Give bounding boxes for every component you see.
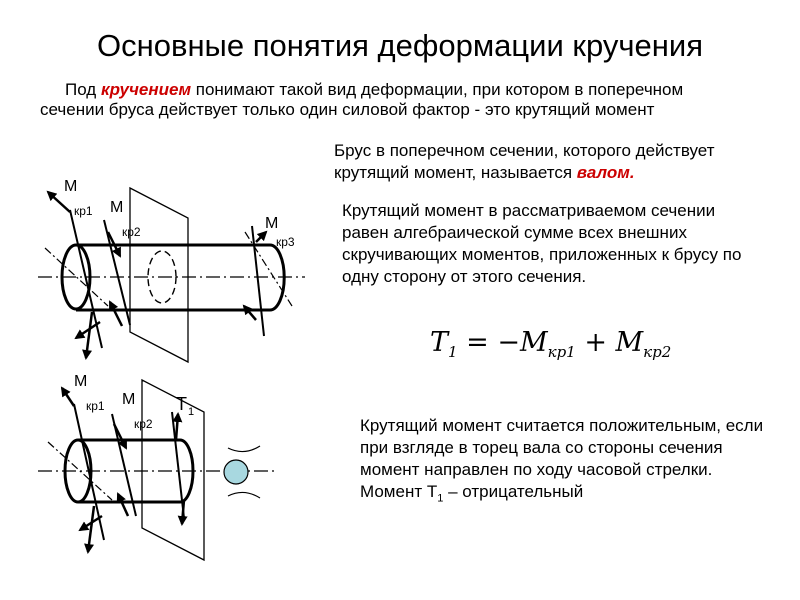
formula-eq: = −M [457,327,548,358]
end-view-arc-bottom [228,492,260,498]
bottom-m2-sub: кр2 [134,417,153,431]
bottom-m1-stem [74,404,104,540]
top-m1-stem [70,210,102,348]
top-m1-arrow-up [48,192,70,212]
bottom-t1-letter: T [176,394,187,414]
bottom-t1-sub: 1 [188,406,195,418]
top-m3-letter: M [265,215,279,232]
term-torsion: кручением [100,80,192,99]
top-section-plane [130,188,188,362]
section-end-view-disc [224,460,248,484]
bottom-section-plane [142,380,204,560]
bottom-m2-arrow-up [118,494,128,516]
top-m3-stem [252,226,264,336]
moment-suffix: – отрицательный [443,482,584,501]
sign-rule-text: Крутящий момент считается положительным, если при взгляде в торец вала со стороны сечения момент направлен по ходу часовой стрелки. [360,416,764,479]
bottom-m1-sub: кр1 [86,399,105,413]
term-shaft: валом. [576,163,635,182]
bottom-m1-arrow-down [88,506,94,552]
top-m2-sub: кр2 [122,225,141,239]
formula-lhs: T [430,327,449,358]
bottom-m1-letter: M [74,373,88,390]
top-m1-sub: кр1 [74,204,93,218]
bottom-m2-letter: M [122,391,136,408]
top-m3-arrow-up [256,232,266,242]
torque-rule: Крутящий момент в рассматриваемом сечении равен алгебраической сумме всех внешних скручивающих моментов, приложенных к брусу по одну сторону от этого сечения. [342,201,742,286]
intro-after: понимают такой вид деформации, при котором в поперечном сечении бруса действует только один силовой фактор - это крутящий момент [40,80,684,119]
top-m3-arrow-down [244,306,256,320]
end-view-arc-top [228,446,260,452]
top-m1-arrow-down [86,312,92,358]
top-m1-letter: M [64,178,78,195]
formula-plus: + M [575,327,644,358]
formula-m1-sub: кр1 [547,343,576,361]
bottom-shaft-diagram [38,380,278,560]
page-title: Основные понятия деформации кручения [97,28,703,63]
top-m3-sub: кр3 [276,235,295,249]
bottom-t1-arrow-up [176,414,178,440]
moment-sub: 1 [437,492,444,505]
top-m2-arrow-up [110,302,122,326]
formula-lhs-sub: 1 [448,343,458,361]
moment-prefix: Момент Т [360,482,438,501]
top-m2-letter: M [110,199,124,216]
bottom-m1-arrow-up [62,388,74,406]
shaft-definition-text: Брус в поперечном сечении, которого действует крутящий момент, называется [334,141,715,182]
intro-before: Под [65,80,101,99]
formula-m2-sub: кр2 [643,343,672,361]
